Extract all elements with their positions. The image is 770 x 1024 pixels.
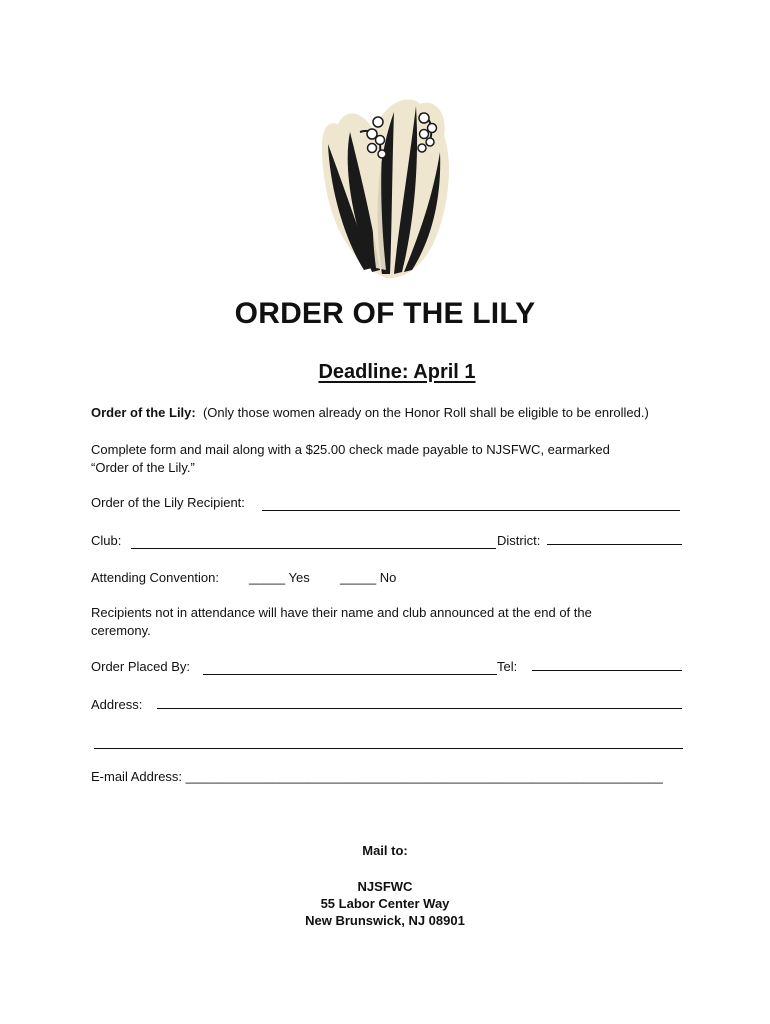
instructions-line-1: Complete form and mail along with a $25.00 check made payable to NJSFWC, earmarked [91, 442, 610, 457]
deadline-heading [0, 361, 770, 384]
mail-to-heading: Mail to: [362, 843, 408, 858]
placed-by-label: Order Placed By: [91, 659, 190, 674]
convention-no-option[interactable]: _____ No [340, 570, 397, 585]
mail-to-org: NJSFWC [357, 879, 413, 894]
club-field[interactable] [131, 548, 496, 549]
eligibility-line [91, 404, 731, 422]
address-label: Address: [91, 697, 143, 712]
eligibility-text: (Only those women already on the Honor Roll shall be eligible to be enrolled.) [202, 405, 649, 420]
email-field[interactable]: E-mail Address: __________________________________________________________________ [91, 769, 663, 784]
attendance-note-line-1: Recipients not in attendance will have their name and club announced at the end of the [91, 605, 592, 620]
tel-field[interactable] [532, 670, 682, 671]
convention-yes-option[interactable]: _____ Yes [249, 570, 310, 585]
club-label: Club: [91, 533, 122, 548]
placed-by-field[interactable] [203, 674, 497, 675]
mail-to-street: 55 Labor Center Way [320, 896, 450, 911]
recipient-field[interactable] [262, 510, 680, 511]
lily-of-the-valley-icon [316, 92, 456, 280]
eligibility-label: Order of the Lily: [91, 405, 196, 420]
address-field-line-2[interactable] [94, 748, 683, 749]
district-label: District: [497, 533, 541, 548]
instructions-line-2: “Order of the Lily.” [91, 460, 195, 475]
deadline-text: Deadline: April 1 [318, 361, 476, 383]
convention-label: Attending Convention: [91, 570, 219, 585]
form-title: ORDER OF THE LILY [234, 297, 536, 330]
recipient-label: Order of the Lily Recipient: [91, 495, 245, 510]
address-field-line-1[interactable] [157, 708, 682, 709]
district-field[interactable] [547, 544, 682, 545]
attendance-note-line-2: ceremony. [91, 623, 151, 638]
tel-label: Tel: [497, 659, 518, 674]
mail-to-city: New Brunswick, NJ 08901 [305, 913, 465, 928]
